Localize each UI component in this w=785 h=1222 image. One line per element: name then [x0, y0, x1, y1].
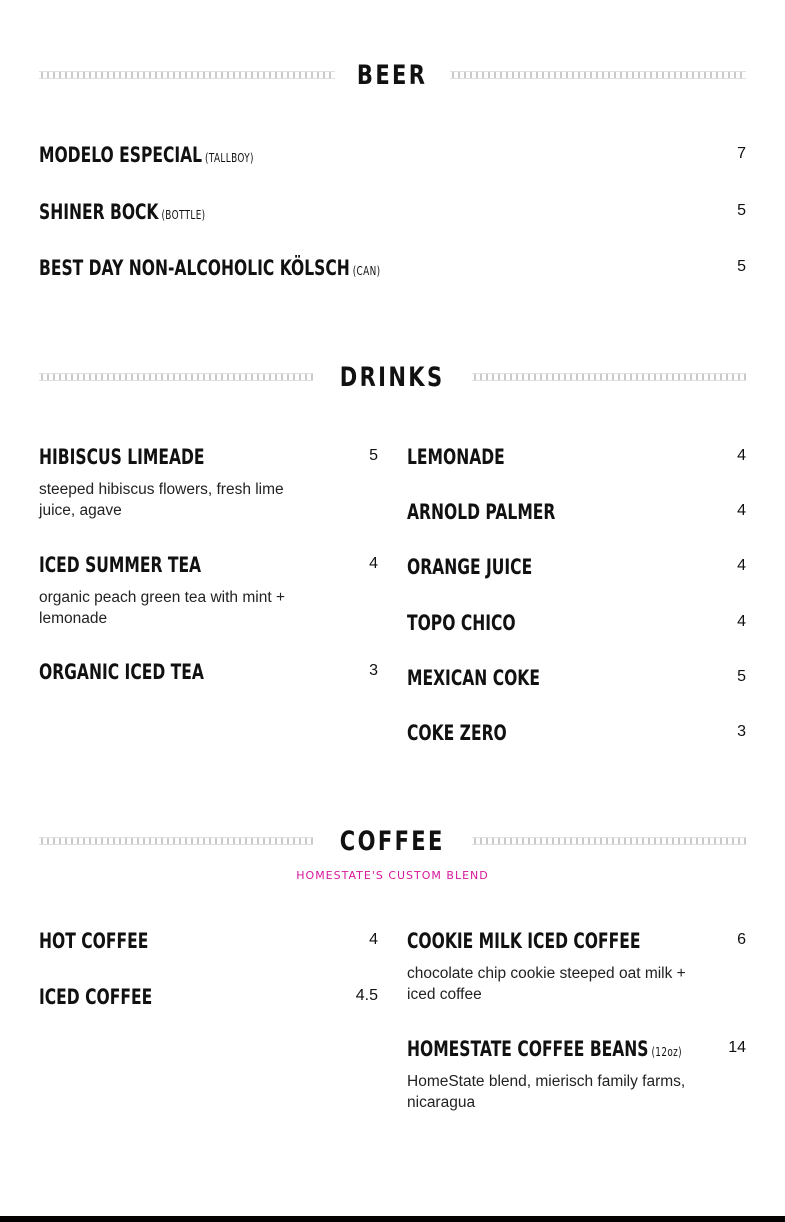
item-description: steeped hibiscus flowers, fresh lime juice, agave [39, 481, 284, 519]
decorative-rule [39, 373, 313, 381]
item-price: 4 [737, 613, 746, 630]
item-price: 14 [728, 1039, 746, 1056]
item-name: ORANGE JUICE [407, 555, 533, 579]
coffee-section-header [39, 824, 746, 858]
menu-item-shiner [39, 200, 746, 228]
item-price: 4 [737, 502, 746, 519]
item-name: ORGANIC ICED TEA [39, 660, 204, 684]
menu-item-coke-zero [407, 721, 746, 749]
item-name: LEMONADE [407, 445, 505, 469]
item-note: (BOTTLE) [161, 208, 206, 222]
section-title-coffee: COFFEE [340, 825, 445, 857]
item-note: (TALLBOY) [205, 151, 254, 165]
item-name: SHINER BOCK [39, 200, 159, 224]
item-description: organic peach green tea with mint + lemonade [39, 589, 285, 627]
menu-item-arnold-palmer [407, 500, 746, 528]
item-price: 4 [369, 931, 378, 948]
item-price: 5 [369, 447, 378, 464]
menu-item-topo-chico [407, 611, 746, 639]
item-price: 7 [737, 145, 746, 162]
item-name: COOKIE MILK ICED COFFEE [407, 929, 641, 953]
menu-item-organic-iced-tea [39, 660, 378, 688]
item-note: (CAN) [352, 264, 381, 278]
item-name: HIBISCUS LIMEADE [39, 445, 205, 469]
item-name: HOMESTATE COFFEE BEANS [407, 1037, 649, 1061]
item-price: 4 [737, 557, 746, 574]
item-price: 5 [737, 202, 746, 219]
item-price: 3 [369, 662, 378, 679]
item-name: TOPO CHICO [407, 611, 516, 635]
coffee-subtitle: HOMESTATE'S CUSTOM BLEND [296, 869, 489, 882]
item-note: (12oz) [651, 1045, 683, 1059]
item-price: 4.5 [355, 987, 378, 1004]
menu-item-lemonade [407, 445, 746, 473]
item-name: ICED COFFEE [39, 985, 153, 1009]
menu-item-best-day [39, 256, 746, 284]
menu-item-iced-summer-tea [39, 553, 378, 629]
drinks-section-header [39, 360, 746, 394]
item-price: 5 [737, 668, 746, 685]
section-title-drinks: DRINKS [340, 361, 445, 393]
section-title-beer: BEER [357, 59, 428, 91]
item-price: 5 [737, 258, 746, 275]
decorative-rule [39, 71, 335, 79]
item-price: 3 [737, 723, 746, 740]
decorative-rule [472, 837, 746, 845]
item-description: HomeState blend, mierisch family farms, nicaragua [407, 1073, 686, 1111]
menu-item-hot-coffee [39, 929, 378, 957]
beer-section-header [39, 58, 746, 92]
item-price: 4 [737, 447, 746, 464]
menu-item-mexican-coke [407, 666, 746, 694]
menu-item-orange-juice [407, 555, 746, 583]
item-name: HOT COFFEE [39, 929, 149, 953]
decorative-rule [39, 837, 313, 845]
decorative-rule [472, 373, 746, 381]
item-name: BEST DAY NON-ALCOHOLIC KÖLSCH [39, 256, 350, 280]
bottom-bar [0, 1216, 785, 1222]
item-name: MEXICAN COKE [407, 666, 540, 690]
menu-item-iced-coffee [39, 985, 378, 1013]
menu-item-hibiscus-limeade [39, 445, 378, 521]
item-name: ARNOLD PALMER [407, 500, 556, 524]
item-name: COKE ZERO [407, 721, 507, 745]
item-name: MODELO ESPECIAL [39, 143, 203, 167]
item-price: 6 [737, 931, 746, 948]
item-price: 4 [369, 555, 378, 572]
item-description: chocolate chip cookie steeped oat milk + iced coffee [407, 965, 686, 1003]
menu-item-modelo [39, 143, 746, 171]
menu-item-cookie-milk-iced-coffee [407, 929, 746, 1005]
item-name: ICED SUMMER TEA [39, 553, 202, 577]
menu-item-homestate-coffee-beans [407, 1037, 746, 1113]
decorative-rule [450, 71, 746, 79]
